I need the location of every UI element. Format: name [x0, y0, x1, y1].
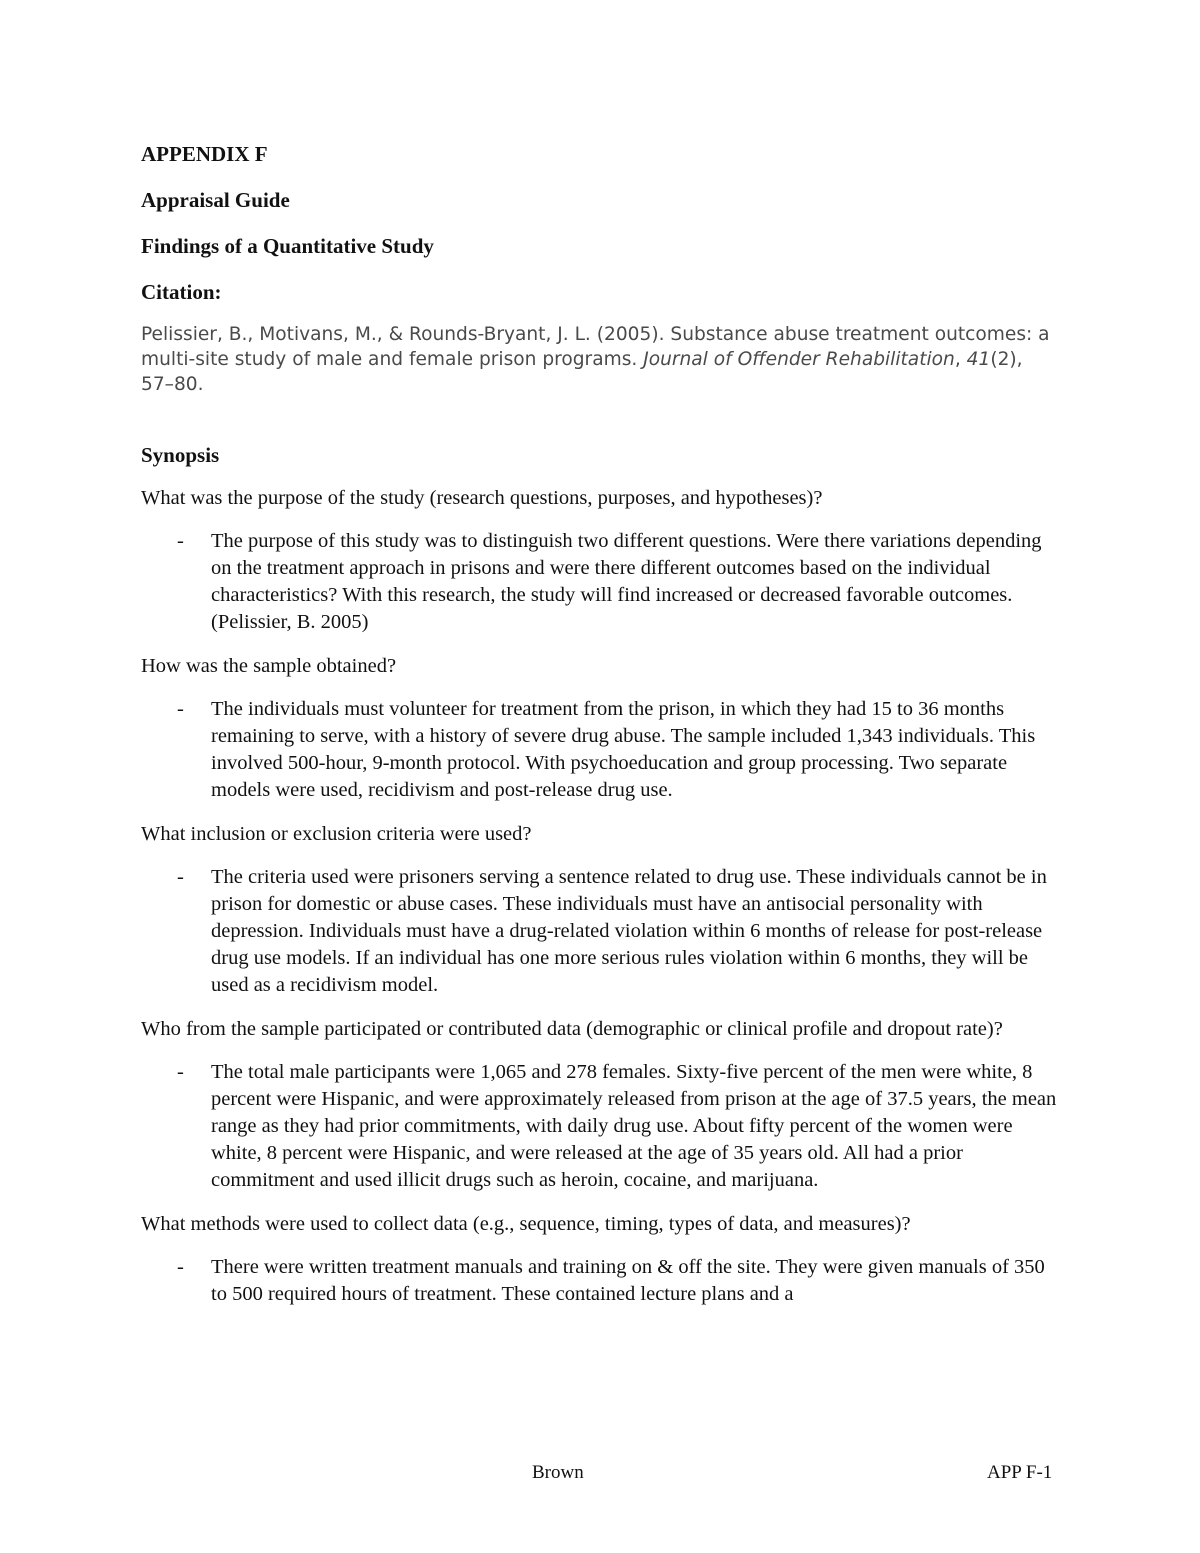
- answer-text: The criteria used were prisoners serving a sentence related to drug use. These individuals cannot be in prison for domestic or abuse cases. These individuals must have an antisocial personality with depression. Individuals must have a drug-related violation within 6 months of release for post-release drug use models. If an individual has one more serious rules violation within 6 months, they will be used as a recidivism model.: [211, 866, 1047, 996]
- question-criteria: What inclusion or exclusion criteria were used?: [141, 823, 532, 845]
- citation-text: [141, 322, 1061, 397]
- synopsis-heading: Synopsis: [141, 443, 220, 467]
- appendix-heading: APPENDIX F: [141, 142, 268, 166]
- bullet-dash: -: [177, 530, 184, 552]
- document-body: [141, 140, 1061, 1325]
- footer-author: Brown: [532, 1462, 584, 1483]
- answer-purpose: [141, 528, 1061, 636]
- answer-criteria: [141, 864, 1061, 999]
- subtitle-heading: Findings of a Quantitative Study: [141, 234, 434, 258]
- citation-separator: ,: [954, 349, 967, 370]
- citation-authors-title: Pelissier, B., Motivans, M., & Rounds-Bryant, J. L. (2005). Substance abuse treatment outcomes: a multi-site study of male and female prison programs.: [141, 324, 1050, 370]
- answer-text: The purpose of this study was to distinguish two different questions. Were there variations depending on the treatment approach in prisons and were there different outcomes based on the individual characteristics? With this research, the study will find increased or decreased favorable outcomes. (Pelissier, B. 2005): [211, 530, 1042, 633]
- question-methods: What methods were used to collect data (e.g., sequence, timing, types of data, and measures)?: [141, 1213, 911, 1235]
- answer-methods: [141, 1254, 1061, 1308]
- question-participants: Who from the sample participated or contributed data (demographic or clinical profile and dropout rate)?: [141, 1018, 1003, 1040]
- bullet-dash: -: [177, 698, 184, 720]
- synopsis-section-4: [141, 1016, 1061, 1194]
- guide-heading: Appraisal Guide: [141, 188, 290, 212]
- citation-label: Citation:: [141, 280, 222, 304]
- answer-participants: [141, 1059, 1061, 1194]
- footer-page-number: APP F-1: [987, 1462, 1053, 1483]
- bullet-dash: -: [177, 1061, 184, 1083]
- synopsis-section-1: [141, 485, 1061, 636]
- bullet-dash: -: [177, 866, 184, 888]
- answer-text: The individuals must volunteer for treatment from the prison, in which they had 15 to 36 months remaining to serve, with a history of severe drug abuse. The sample included 1,343 individuals. This involved 500-hour, 9-month protocol. With psychoeducation and group processing. Two separate models were used, recidivism and post-release drug use.: [211, 698, 1036, 801]
- question-sample: How was the sample obtained?: [141, 655, 397, 677]
- question-purpose: What was the purpose of the study (research questions, purposes, and hypotheses)?: [141, 487, 823, 509]
- answer-sample: [141, 696, 1061, 804]
- citation-journal: Journal of Offender Rehabilitation: [643, 349, 955, 370]
- bullet-dash: -: [177, 1256, 184, 1278]
- answer-text: There were written treatment manuals and training on & off the site. They were given manuals of 350 to 500 required hours of treatment. These contained lecture plans and a: [211, 1256, 1045, 1305]
- citation-volume: 41: [966, 349, 991, 370]
- synopsis-section-5: [141, 1211, 1061, 1308]
- synopsis-section-2: [141, 653, 1061, 804]
- citation-issue-pages: (2), 57–80.: [141, 349, 1023, 395]
- synopsis-section-3: [141, 821, 1061, 999]
- answer-text: The total male participants were 1,065 and 278 females. Sixty-five percent of the men were white, 8 percent were Hispanic, and were approximately released from prison at the age of 37.5 years, the mean range as they had prior commitments, with daily drug use. About fifty percent of the women were white, 8 percent were Hispanic, and were released at the age of 35 years old. All had a prior commitment and used illicit drugs such as heroin, cocaine, and marijuana.: [211, 1061, 1057, 1191]
